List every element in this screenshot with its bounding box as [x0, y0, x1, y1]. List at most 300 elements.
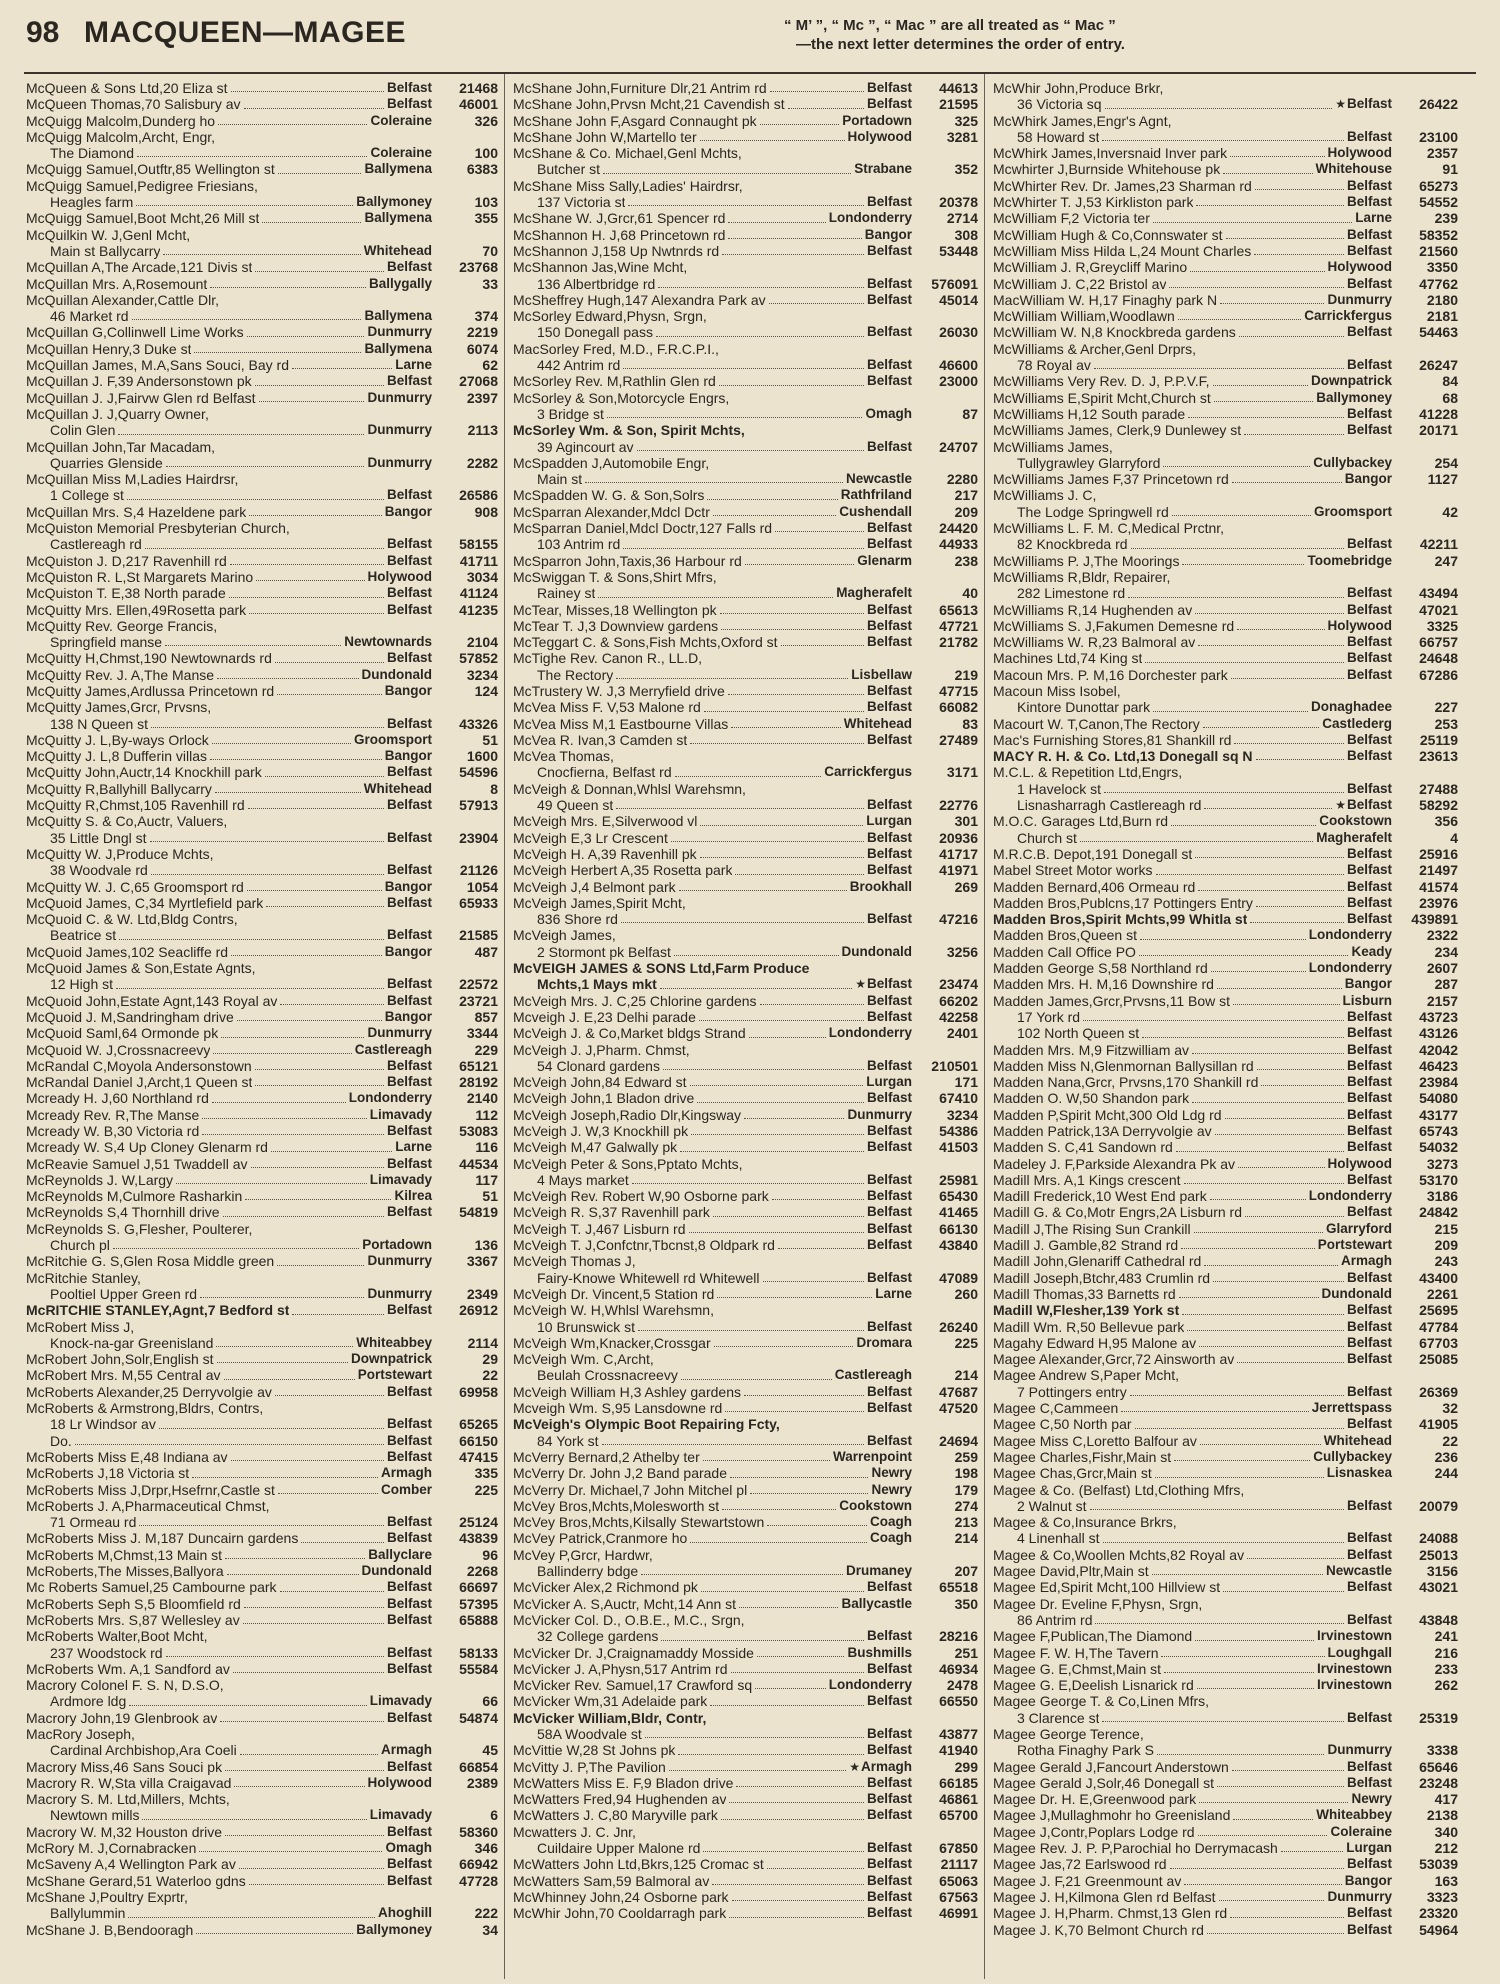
- entry-name: Madill Frederick,10 West End park: [993, 1188, 1207, 1205]
- leader-dots: [221, 1037, 364, 1038]
- entry-exchange: Belfast: [386, 1644, 432, 1660]
- entry-name: McVeigh J. & Co,Market bldgs Strand: [513, 1025, 746, 1042]
- leader-dots: [719, 385, 864, 386]
- entry-phone-number: 69958: [459, 1383, 498, 1400]
- directory-entry: [993, 1742, 1458, 1758]
- entry-exchange: Belfast: [386, 764, 432, 780]
- entry-exchange: Belfast: [1346, 194, 1392, 210]
- entry-phone-number: 21497: [1419, 862, 1458, 879]
- directory-entry: [26, 618, 498, 634]
- leader-dots: [278, 173, 362, 174]
- entry-phone-number: 269: [954, 878, 978, 895]
- directory-entry: [513, 927, 978, 943]
- leader-dots: [690, 1085, 864, 1086]
- entry-name: McQuigg Samuel,Pedigree Friesians,: [26, 177, 258, 194]
- entry-phone-number: 47415: [459, 1448, 498, 1465]
- entry-phone-number: 25981: [939, 1171, 978, 1188]
- directory-entry: [513, 1123, 978, 1139]
- leader-dots: [707, 499, 837, 500]
- entry-phone-number: 225: [474, 1481, 498, 1498]
- directory-entry: [26, 1090, 498, 1106]
- entry-phone-number: 54552: [1419, 194, 1458, 211]
- directory-entry: [993, 243, 1458, 259]
- entry-exchange: Belfast: [1346, 878, 1392, 894]
- entry-name: McSparran Alexander,Mdcl Dctr: [513, 503, 710, 520]
- entry-exchange: Bangor: [864, 226, 912, 242]
- entry-name: McQuillan J. J,Fairvw Glen rd Belfast: [26, 389, 256, 406]
- leader-dots: [1234, 743, 1344, 744]
- entry-phone-number: 26912: [459, 1302, 498, 1319]
- directory-entry: [993, 455, 1458, 471]
- entry-exchange: Larne: [395, 1139, 432, 1155]
- leader-dots: [278, 1493, 378, 1494]
- entry-name: McSorley Rev. M,Rathlin Glen rd: [513, 373, 716, 390]
- leader-dots: [113, 1248, 359, 1249]
- entry-name: Macoun Miss Isobel,: [993, 682, 1121, 699]
- entry-exchange: Belfast: [386, 1057, 432, 1073]
- leader-dots: [251, 1167, 384, 1168]
- directory-entry: [513, 1074, 978, 1090]
- entry-exchange: Belfast: [866, 992, 912, 1008]
- entry-phone-number: 57913: [459, 797, 498, 814]
- entry-exchange: Belfast: [1346, 666, 1392, 682]
- directory-entry: [26, 667, 498, 683]
- entry-name: McQuillan G,Collinwell Lime Works: [26, 324, 244, 341]
- directory-entry: [513, 1710, 978, 1726]
- directory-entry: [993, 324, 1458, 340]
- directory-entry: [993, 1107, 1458, 1123]
- entry-name: McRobert Miss J,: [26, 1318, 135, 1335]
- directory-entry: [513, 1042, 978, 1058]
- entry-phone-number: 66757: [1419, 634, 1458, 651]
- leader-dots: [1172, 515, 1311, 516]
- entry-phone-number: 3234: [946, 1106, 978, 1123]
- entry-name: The Diamond: [50, 145, 135, 162]
- entry-phone-number: 244: [1434, 1465, 1458, 1482]
- leader-dots: [1261, 1085, 1344, 1086]
- directory-entry: [993, 1726, 1458, 1742]
- directory-entry: [513, 324, 978, 340]
- entry-phone-number: 23000: [939, 373, 978, 390]
- entry-phone-number: 54596: [459, 764, 498, 781]
- directory-entry: [993, 1449, 1458, 1465]
- leader-dots: [703, 1851, 864, 1852]
- entry-phone-number: 352: [954, 161, 978, 178]
- directory-entry: [26, 1693, 498, 1709]
- directory-entry: [26, 1172, 498, 1188]
- entry-name: Magee David,Pltr,Main st: [993, 1563, 1149, 1580]
- directory-entry: [993, 80, 1458, 96]
- entry-name: McVeigh John,84 Edward st: [513, 1074, 687, 1091]
- directory-entry: [993, 471, 1458, 487]
- entry-phone-number: 209: [1434, 1237, 1458, 1254]
- entry-name: McSorley Edward,Physn, Srgn,: [513, 308, 707, 325]
- leader-dots: [231, 91, 384, 92]
- leader-dots: [275, 662, 384, 663]
- entry-exchange: Londonderry: [348, 1090, 432, 1106]
- entry-name: Madill John,Glenariff Cathedral rd: [993, 1253, 1202, 1270]
- entry-exchange: Dundonald: [841, 943, 912, 959]
- entry-phone-number: 124: [474, 682, 498, 699]
- entry-exchange: Belfast: [866, 96, 912, 112]
- leader-dots: [700, 825, 863, 826]
- entry-exchange: Belfast: [866, 1693, 912, 1709]
- entry-name: Magee G. E,Deelish Lisnarick rd: [993, 1677, 1194, 1694]
- directory-entry: [513, 1905, 978, 1921]
- leader-dots: [679, 890, 847, 891]
- entry-exchange: Belfast: [386, 715, 432, 731]
- leader-dots: [1103, 1542, 1344, 1543]
- directory-entry: [513, 1139, 978, 1155]
- entry-name: Madden O. W,50 Shandon park: [993, 1090, 1190, 1107]
- entry-name: McShane Miss Sally,Ladies' Hairdrsr,: [513, 177, 743, 194]
- entry-name: Cardinal Archbishop,Ara Coeli: [50, 1742, 237, 1759]
- entry-exchange: Belfast: [1346, 324, 1392, 340]
- leader-dots: [1176, 1151, 1344, 1152]
- leader-dots: [1179, 1297, 1319, 1298]
- leader-dots: [136, 205, 353, 206]
- directory-entry: [26, 585, 498, 601]
- leader-dots: [265, 776, 384, 777]
- directory-entry: [513, 1759, 978, 1775]
- entry-name: Magee Jas,72 Earlswood rd: [993, 1856, 1167, 1873]
- entry-phone-number: 21782: [939, 634, 978, 651]
- entry-exchange: Belfast: [386, 992, 432, 1008]
- entry-exchange: Belfast: [1346, 1497, 1392, 1513]
- entry-exchange: Magherafelt: [836, 585, 912, 601]
- entry-phone-number: 23721: [459, 992, 498, 1009]
- entry-exchange: Belfast: [1346, 1302, 1392, 1318]
- directory-entry: [993, 373, 1458, 389]
- entry-name: McVerry Dr. John J,2 Band parade: [513, 1465, 727, 1482]
- entry-name: McReynolds M,Culmore Rasharkin: [26, 1188, 243, 1205]
- leader-dots: [1192, 1053, 1344, 1054]
- entry-phone-number: 65273: [1419, 177, 1458, 194]
- directory-entry: [513, 471, 978, 487]
- directory-entry: [26, 487, 498, 503]
- leader-dots: [1094, 368, 1344, 369]
- leader-dots: [239, 1868, 384, 1869]
- entry-name: Magee Charles,Fishr,Main st: [993, 1448, 1172, 1465]
- entry-exchange: Belfast: [866, 1742, 912, 1758]
- entry-name: McWilliams P. J,The Moorings: [993, 552, 1180, 569]
- entry-name: Madden Mrs. M,9 Fitzwilliam av: [993, 1041, 1190, 1058]
- entry-exchange: Whitehead: [363, 780, 432, 796]
- entry-phone-number: 46001: [459, 96, 498, 113]
- directory-entry: [513, 439, 978, 455]
- directory-entry: [26, 520, 498, 536]
- leader-dots: [691, 1134, 864, 1135]
- entry-phone-number: 42042: [1419, 1041, 1458, 1058]
- entry-name: Madill Wm. R,50 Bellevue park: [993, 1318, 1185, 1335]
- directory-entry: [513, 520, 978, 536]
- entry-name: MacWilliam W. H,17 Finaghy park N: [993, 291, 1218, 308]
- entry-phone-number: 234: [1434, 943, 1458, 960]
- directory-entry: [513, 194, 978, 210]
- entry-name: McVea Miss F. V,53 Malone rd: [513, 699, 701, 716]
- entry-exchange: Magherafelt: [1316, 829, 1392, 845]
- directory-entry: [513, 1661, 978, 1677]
- leader-dots: [1247, 1558, 1344, 1559]
- directory-entry: [26, 716, 498, 732]
- entry-name: McWatters John Ltd,Bkrs,125 Cromac st: [513, 1856, 764, 1873]
- entry-exchange: Armagh: [380, 1742, 432, 1758]
- entry-exchange: Belfast: [1346, 1611, 1392, 1627]
- directory-entry: [513, 976, 978, 992]
- entry-exchange: Holywood: [1327, 145, 1392, 161]
- entry-name: McVittie W,28 St Johns pk: [513, 1742, 676, 1759]
- leader-dots: [1128, 597, 1344, 598]
- entry-exchange: Belfast: [386, 1856, 432, 1872]
- entry-name: Mc Roberts Samuel,25 Cambourne park: [26, 1579, 277, 1596]
- directory-entry: [993, 960, 1458, 976]
- directory-entry: [26, 1237, 498, 1253]
- leader-dots: [1157, 1754, 1325, 1755]
- leader-dots: [1178, 319, 1301, 320]
- entry-phone-number: 26247: [1419, 357, 1458, 374]
- directory-entry: [26, 1074, 498, 1090]
- entry-name: Mcwhirter J,Burnside Whitehouse pk: [993, 161, 1221, 178]
- entry-phone-number: 65265: [459, 1416, 498, 1433]
- leader-dots: [280, 1591, 384, 1592]
- directory-entry: [26, 129, 498, 145]
- entry-phone-number: 47721: [939, 617, 978, 634]
- directory-entry: [993, 1710, 1458, 1726]
- entry-exchange: Belfast: [1346, 780, 1392, 796]
- leader-dots: [1220, 303, 1324, 304]
- entry-exchange: Irvinestown: [1316, 1628, 1392, 1644]
- directory-entry: [993, 1074, 1458, 1090]
- entry-exchange: Bushmills: [847, 1644, 912, 1660]
- entry-name: McVeigh J. J,Pharm. Chmst,: [513, 1041, 690, 1058]
- entry-name: The Rectory: [537, 666, 614, 683]
- entry-exchange: Belfast: [386, 1709, 432, 1725]
- entry-name: Quarries Glenside: [50, 454, 163, 471]
- entry-phone-number: 100: [474, 145, 498, 162]
- entry-exchange: Belfast: [1346, 634, 1392, 650]
- leader-dots: [1256, 759, 1344, 760]
- entry-name: McSorley Wm. & Son, Spirit Mchts,: [513, 422, 745, 439]
- entry-phone-number: 301: [954, 813, 978, 830]
- leader-dots: [210, 759, 382, 760]
- entry-name: McQuillan J. J,Quarry Owner,: [26, 405, 209, 422]
- entry-exchange: Ballymena: [364, 340, 432, 356]
- leader-dots: [1231, 678, 1344, 679]
- directory-entry: [26, 895, 498, 911]
- directory-entry: [993, 716, 1458, 732]
- entry-exchange: Armagh: [860, 1758, 912, 1774]
- entry-name: McWilliam William,Woodlawn: [993, 308, 1175, 325]
- entry-phone-number: 214: [954, 1530, 978, 1547]
- entry-exchange: Belfast: [866, 1774, 912, 1790]
- directory-entry: [513, 1449, 978, 1465]
- directory-entry: [993, 1025, 1458, 1041]
- directory-entry: [993, 911, 1458, 927]
- entry-phone-number: 233: [1434, 1660, 1458, 1677]
- entry-exchange: Larne: [875, 1285, 912, 1301]
- page-header: [24, 10, 1476, 74]
- directory-entry: [993, 699, 1458, 715]
- entry-phone-number: 346: [474, 1840, 498, 1857]
- entry-phone-number: 41971: [939, 862, 978, 879]
- entry-name: 3 Bridge st: [537, 405, 604, 422]
- entry-exchange: Belfast: [386, 1872, 432, 1888]
- entry-phone-number: 54463: [1419, 324, 1458, 341]
- directory-entry: [993, 1547, 1458, 1563]
- entry-phone-number: 274: [954, 1497, 978, 1514]
- entry-phone-number: 2282: [466, 454, 498, 471]
- entry-name: McQuitty Rev. J. A,The Manse: [26, 666, 215, 683]
- entry-exchange: Belfast: [1346, 585, 1392, 601]
- directory-entry: [993, 895, 1458, 911]
- entry-exchange: Belfast: [866, 1008, 912, 1024]
- entry-name: McShane W. J,Grcr,61 Spencer rd: [513, 210, 726, 227]
- entry-exchange: Newcastle: [1325, 1563, 1392, 1579]
- leader-dots: [658, 287, 864, 288]
- entry-exchange: Coleraine: [1330, 1823, 1392, 1839]
- entry-phone-number: 54080: [1419, 1090, 1458, 1107]
- entry-exchange: Belfast: [1346, 1123, 1392, 1138]
- entry-phone-number: 3171: [946, 764, 978, 781]
- leader-dots: [763, 1281, 864, 1282]
- directory-entry: [513, 390, 978, 406]
- entry-exchange: Dunmurry: [1327, 1888, 1392, 1904]
- directory-entry: [26, 243, 498, 259]
- entry-exchange: Belfast: [1346, 536, 1392, 552]
- leader-dots: [1230, 1917, 1344, 1918]
- directory-entry: [993, 569, 1458, 585]
- entry-name: Cuildaire Upper Malone rd: [537, 1840, 701, 1857]
- entry-phone-number: 25319: [1419, 1709, 1458, 1726]
- directory-entry: [993, 1433, 1458, 1449]
- leader-dots: [145, 548, 384, 549]
- entry-name: McWhirter Rev. Dr. James,23 Sharman rd: [993, 177, 1252, 194]
- entry-name: McTear, Misses,18 Wellington pk: [513, 601, 717, 618]
- directory-entry: [993, 129, 1458, 145]
- entry-name: Butcher st: [537, 161, 601, 178]
- entry-exchange: Belfast: [866, 242, 912, 258]
- entry-exchange: Holywood: [847, 128, 912, 144]
- leader-dots: [259, 401, 365, 402]
- entry-name: McSparron John,Taxis,36 Harbour rd: [513, 552, 742, 569]
- entry-exchange: Belfast: [1346, 1774, 1392, 1790]
- entry-exchange: Lurgan: [1346, 1840, 1392, 1856]
- entry-name: McWilliams W. R,23 Balmoral av: [993, 634, 1196, 651]
- entry-name: McWilliams R,14 Hughenden av: [993, 601, 1193, 618]
- directory-entry: [26, 341, 498, 357]
- entry-name: McTighe Rev. Canon R., LL.D,: [513, 650, 703, 667]
- directory-entry: [513, 113, 978, 129]
- entry-exchange: Rathfriland: [840, 487, 912, 503]
- directory-entry: [26, 1824, 498, 1840]
- leader-dots: [233, 1672, 384, 1673]
- ordering-note: [784, 16, 1125, 54]
- entry-phone-number: 66697: [459, 1579, 498, 1596]
- entry-exchange: Belfast: [386, 1123, 432, 1138]
- directory-entry: [513, 569, 978, 585]
- entry-exchange: Lurgan: [866, 1074, 912, 1090]
- directory-entry: [993, 830, 1458, 846]
- entry-phone-number: 24420: [939, 520, 978, 537]
- entry-name: Magee C,50 North par: [993, 1416, 1132, 1433]
- leader-dots: [159, 1428, 384, 1429]
- leader-dots: [127, 499, 384, 500]
- entry-name: McQuillan A,The Arcade,121 Divis st: [26, 259, 253, 276]
- entry-name: McWhir John,70 Cooldarragh park: [513, 1905, 727, 1922]
- directory-entry: [513, 960, 978, 976]
- entry-phone-number: 41905: [1419, 1416, 1458, 1433]
- entry-name: 58 Howard st: [1017, 128, 1100, 145]
- entry-exchange: Belfast: [866, 911, 912, 927]
- leader-dots: [1199, 1346, 1344, 1347]
- entry-name: Madill J. Gamble,82 Strand rd: [993, 1237, 1179, 1254]
- star-icon: ★: [849, 1759, 860, 1774]
- entry-exchange: Belfast: [386, 1530, 432, 1546]
- directory-entry: [513, 1237, 978, 1253]
- directory-entry: [513, 993, 978, 1009]
- entry-phone-number: 25119: [1419, 731, 1458, 748]
- entry-name: Madden Patrick,13A Derryvolgie av: [993, 1123, 1212, 1139]
- entry-exchange: Ballygally: [368, 275, 432, 291]
- leader-dots: [271, 1151, 392, 1152]
- directory-entry: [513, 1791, 978, 1807]
- entry-exchange: Belfast: [1346, 226, 1392, 242]
- leader-dots: [244, 1607, 384, 1608]
- leader-dots: [1195, 857, 1344, 858]
- leader-dots: [1121, 1411, 1308, 1412]
- entry-exchange: Holywood: [1327, 259, 1392, 275]
- entry-exchange: Belfast: [866, 1660, 912, 1676]
- entry-name: Mcready H. J,60 Northland rd: [26, 1090, 209, 1107]
- entry-exchange: Belfast: [1346, 1856, 1392, 1872]
- directory-entry: [26, 536, 498, 552]
- leader-dots: [166, 466, 365, 467]
- entry-phone-number: 43723: [1419, 1008, 1458, 1025]
- entry-phone-number: 116: [475, 1139, 498, 1156]
- entry-name: McSpadden W. G. & Son,Solrs: [513, 487, 705, 504]
- leader-dots: [240, 1754, 378, 1755]
- entry-phone-number: 34: [482, 1921, 498, 1938]
- leader-dots: [1210, 1199, 1306, 1200]
- entry-exchange: Cookstown: [1319, 813, 1392, 829]
- entry-exchange: Belfast: [866, 373, 912, 389]
- entry-name: McRoberts Walter,Boot Mcht,: [26, 1628, 208, 1645]
- entry-name: 78 Royal av: [1017, 357, 1091, 374]
- directory-entry: [26, 1661, 498, 1677]
- directory-entry: [26, 1889, 498, 1905]
- directory-entry: [993, 1596, 1458, 1612]
- leader-dots: [1095, 1623, 1344, 1624]
- directory-entry: [993, 210, 1458, 226]
- entry-name: Magee F. W. H,The Tavern: [993, 1644, 1159, 1661]
- leader-dots: [1171, 825, 1316, 826]
- entry-exchange: Belfast: [866, 1237, 912, 1253]
- directory-entry: [26, 699, 498, 715]
- leader-dots: [674, 955, 839, 956]
- directory-entry: [26, 406, 498, 422]
- directory-entry: [993, 1367, 1458, 1383]
- leader-dots: [1190, 271, 1324, 272]
- entry-name: McWatters Sam,59 Balmoral av: [513, 1872, 710, 1889]
- entry-name: Magee & Co. (Belfast) Ltd,Clothing Mfrs,: [993, 1481, 1245, 1498]
- entry-name: McRoberts Mrs. S,87 Wellesley av: [26, 1611, 240, 1628]
- entry-exchange: Belfast: [1346, 797, 1392, 813]
- entry-exchange: Belfast: [866, 1888, 912, 1904]
- entry-exchange: Belfast: [866, 80, 912, 95]
- entry-name: Magee C,Cammeen: [993, 1400, 1119, 1417]
- entry-name: McQuoid C. & W. Ltd,Bldg Contrs,: [26, 911, 238, 928]
- entry-name: Madill Joseph,Btchr,483 Crumlin rd: [993, 1269, 1211, 1286]
